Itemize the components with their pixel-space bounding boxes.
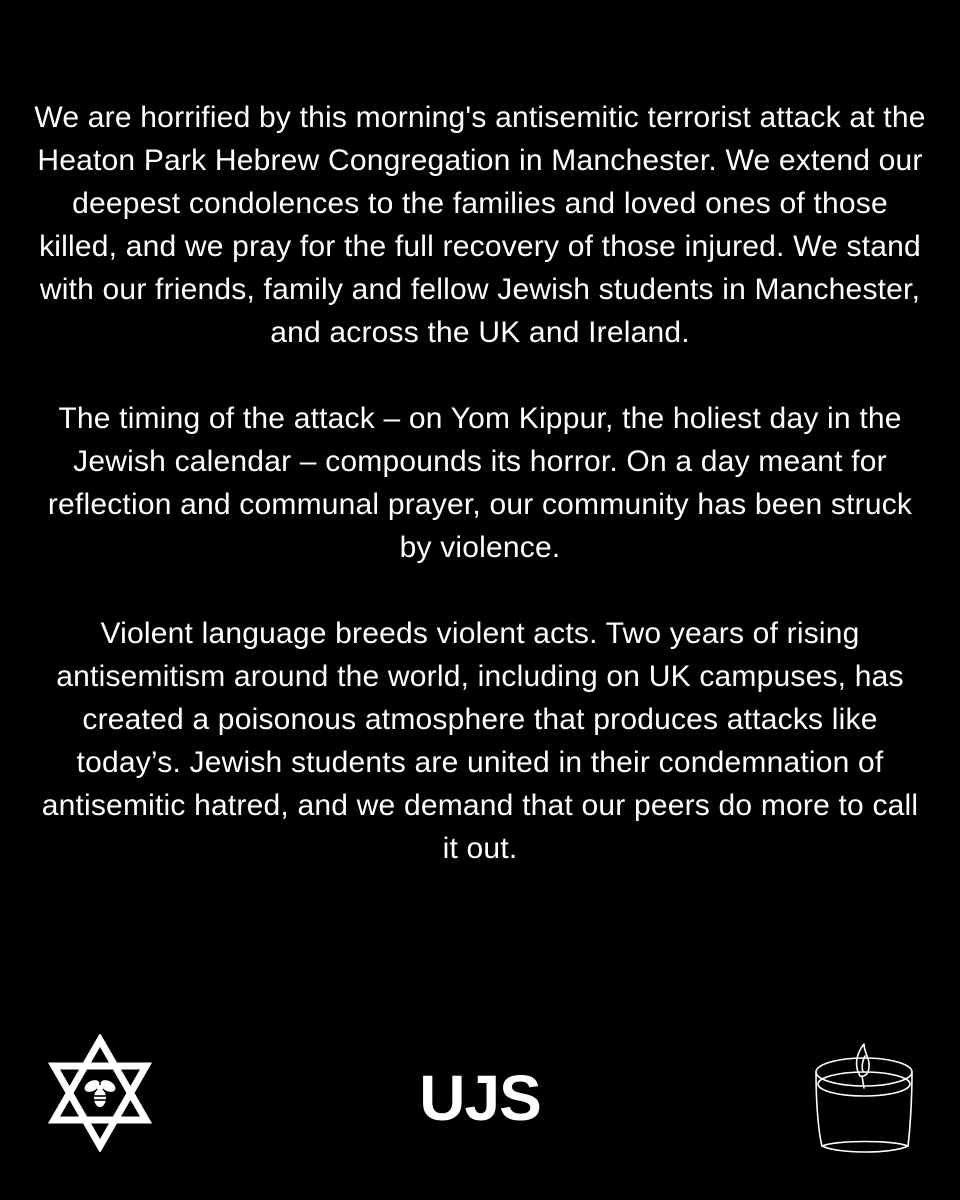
paragraph-condolences: We are horrified by this morning's antisemitic terrorist attack at the Heaton Park Hebrew Congregation in Manchester. We extend our deepest condolences to the families and loved ones of those killed, and we pray for the full recovery of those injured. We stand with our friends, family and fellow Jewish students in Manchester, and across the UK and Ireland. (34, 101, 926, 349)
memorial-candle-icon (808, 1020, 918, 1160)
paragraph-yom-kippur: The timing of the attack – on Yom Kippur, the holiest day in the Jewish calendar – compounds its horror. On a day meant for reflection and communal prayer, our community has been struck by violence. (47, 402, 913, 564)
ujs-logo-text: UJS (419, 1062, 541, 1134)
star-of-david-bee-icon (48, 1034, 152, 1152)
bee-icon (83, 1078, 118, 1107)
statement-text (30, 96, 930, 870)
paragraph-violent-language: Violent language breeds violent acts. Two years of rising antisemitism around the world, including on UK campuses, has created a poisonous atmosphere that produces attacks like today’s. Jewish students are united in their condemnation of antisemitic hatred, and we demand that our peers do more to call it out. (41, 617, 919, 865)
ujs-logo (400, 1062, 560, 1134)
